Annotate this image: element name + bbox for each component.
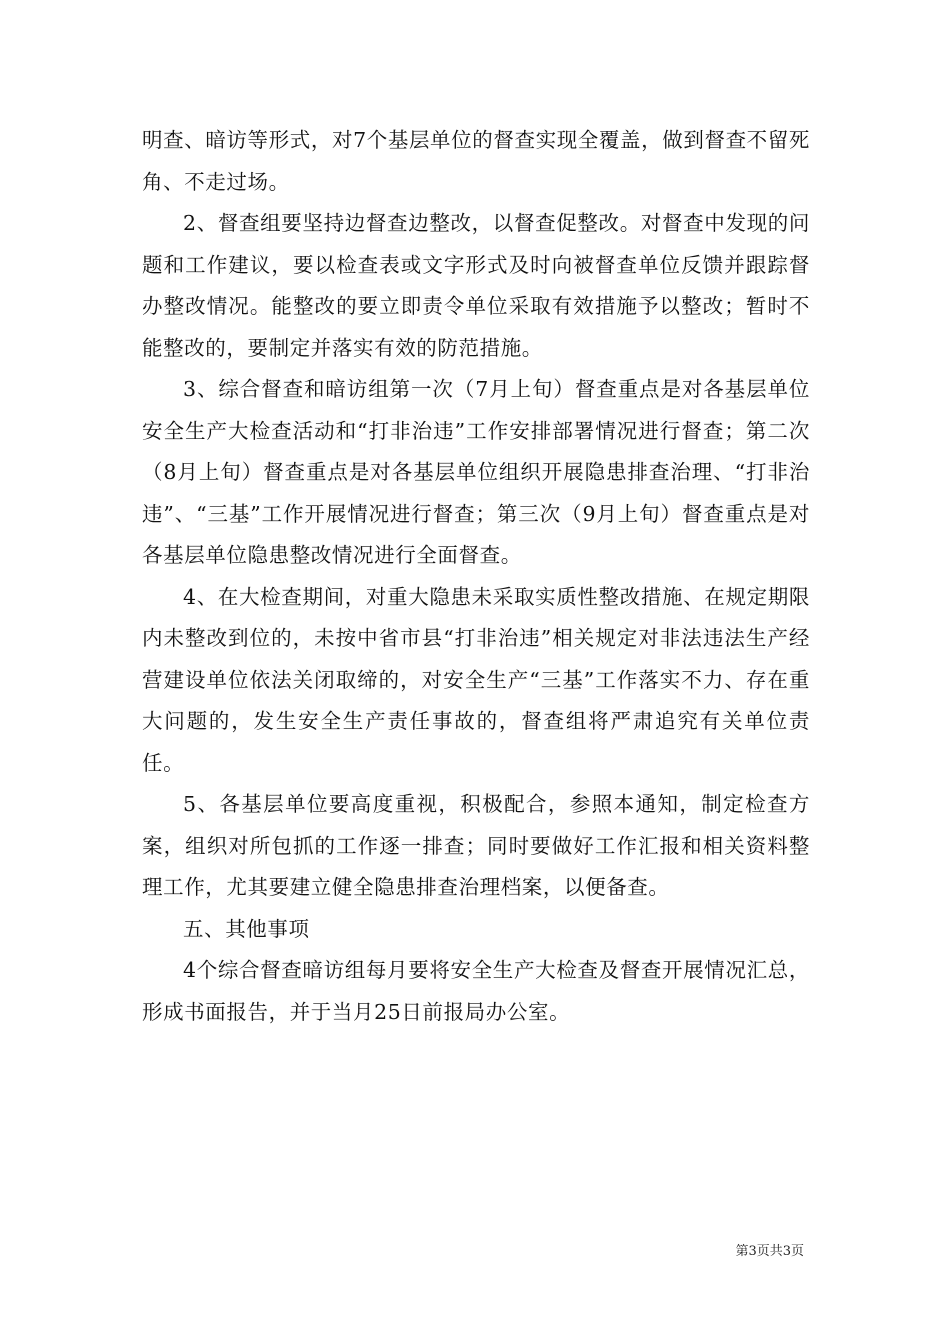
- paragraph-item-3: 3、综合督查和暗访组第一次（7月上旬）督查重点是对各基层单位安全生产大检查活动和“打非治违”工作安排部署情况进行督查；第二次（8月上旬）督查重点是对各基层单位组织开展隐患排查治理、“打非治违”、“三基”工作开展情况进行督查；第三次（9月上旬）督查重点是对各基层单位隐患整改情况进行全面督查。: [142, 377, 810, 567]
- paragraph-continuation: 明查、暗访等形式，对7个基层单位的督查实现全覆盖，做到督查不留死角、不走过场。: [142, 128, 810, 194]
- page-number-footer: 第3页共3页: [735, 1244, 804, 1259]
- paragraph-item-5: 5、各基层单位要高度重视，积极配合，参照本通知，制定检查方案，组织对所包抓的工作逐一排查；同时要做好工作汇报和相关资料整理工作，尤其要建立健全隐患排查治理档案，以便备查。: [142, 792, 810, 899]
- section-heading-other-matters: 五、其他事项: [183, 916, 310, 941]
- paragraph-item-2: 2、督查组要坚持边督查边整改，以督查促整改。对督查中发现的问题和工作建议，要以检查表或文字形式及时向被督查单位反馈并跟踪督办整改情况。能整改的要立即责令单位采取有效措施予以整改；暂时不能整改的，要制定并落实有效的防范措施。: [142, 211, 810, 360]
- document-body: [142, 120, 810, 1033]
- paragraph-item-4: 4、在大检查期间，对重大隐患未采取实质性整改措施、在规定期限内未整改到位的，未按中省市县“打非治违”相关规定对非法违法生产经营建设单位依法关闭取缔的，对安全生产“三基”工作落实不力、存在重大问题的，发生安全生产责任事故的，督查组将严肃追究有关单位责任。: [142, 584, 810, 775]
- paragraph-report-requirement: 4个综合督查暗访组每月要将安全生产大检查及督查开展情况汇总，形成书面报告，并于当月25日前报局办公室。: [142, 958, 810, 1024]
